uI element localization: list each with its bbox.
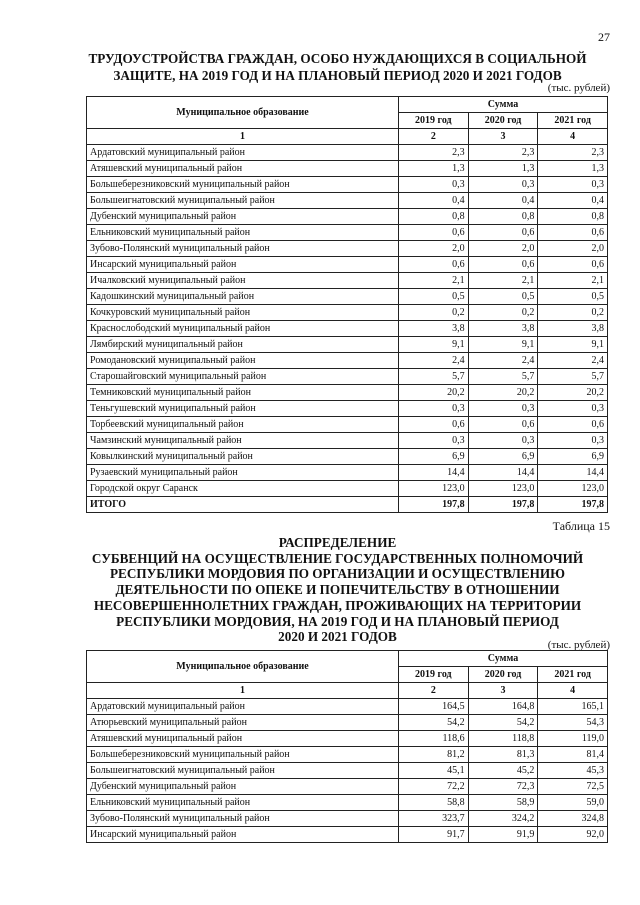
table-row [87, 337, 608, 353]
table-row [87, 699, 608, 715]
cell-amount: 59,0 [538, 795, 608, 811]
cell-amount: 0,6 [538, 225, 608, 241]
cell-amount: 0,3 [399, 177, 469, 193]
table-row [87, 161, 608, 177]
cell-amount: 54,2 [399, 715, 469, 731]
cell-amount: 323,7 [399, 811, 469, 827]
table-row [87, 209, 608, 225]
cell-amount: 0,3 [538, 177, 608, 193]
table-row [87, 177, 608, 193]
cell-amount: 2,0 [538, 241, 608, 257]
cell-amount: 3,8 [399, 321, 469, 337]
cell-amount: 9,1 [399, 337, 469, 353]
header-year: 2021 год [538, 667, 608, 683]
header-year: 2020 год [468, 667, 538, 683]
table-row [87, 193, 608, 209]
cell-amount: 0,8 [399, 209, 469, 225]
cell-amount: 0,6 [399, 417, 469, 433]
cell-amount: 197,8 [468, 497, 538, 513]
cell-amount: 54,3 [538, 715, 608, 731]
header-name-col: Муниципальное образование [87, 651, 399, 683]
section2-title-line: СУБВЕНЦИЙ НА ОСУЩЕСТВЛЕНИЕ ГОСУДАРСТВЕННЫХ ПОЛНОМОЧИЙ [91, 550, 584, 566]
header-year: 2020 год [468, 113, 538, 129]
cell-municipality: Большеигнатовский муниципальный район [87, 763, 399, 779]
cell-municipality: Чамзинский муниципальный район [87, 433, 399, 449]
header-sum: Сумма [399, 97, 608, 113]
section1-units: (тыс. рублей) [547, 82, 610, 94]
cell-amount: 0,6 [468, 417, 538, 433]
cell-amount: 0,5 [468, 289, 538, 305]
cell-amount: 5,7 [468, 369, 538, 385]
cell-municipality: Ардатовский муниципальный район [87, 699, 399, 715]
cell-amount: 0,6 [399, 225, 469, 241]
cell-amount: 0,4 [399, 193, 469, 209]
table-row [87, 369, 608, 385]
cell-amount: 91,9 [468, 827, 538, 843]
cell-amount: 197,8 [538, 497, 608, 513]
header-col-number: 3 [468, 129, 538, 145]
cell-amount: 0,4 [538, 193, 608, 209]
cell-amount: 0,6 [468, 225, 538, 241]
cell-amount: 164,5 [399, 699, 469, 715]
table-row [87, 289, 608, 305]
table-row [87, 731, 608, 747]
cell-municipality: Дубенский муниципальный район [87, 209, 399, 225]
cell-municipality: Большеберезниковский муниципальный район [87, 177, 399, 193]
cell-amount: 118,6 [399, 731, 469, 747]
cell-amount: 20,2 [538, 385, 608, 401]
section2-title-line: РЕСПУБЛИКИ МОРДОВИЯ ПО ОРГАНИЗАЦИИ И ОСУЩЕСТВЛЕНИЮ [109, 566, 565, 582]
section1-title-line: ЗАЩИТЕ, НА 2019 ГОД И НА ПЛАНОВЫЙ ПЕРИОД 2020 И 2021 ГОДОВ [113, 68, 562, 83]
cell-amount: 324,8 [538, 811, 608, 827]
cell-amount: 45,3 [538, 763, 608, 779]
cell-municipality: Атяшевский муниципальный район [87, 731, 399, 747]
cell-amount: 2,1 [468, 273, 538, 289]
cell-amount: 2,0 [399, 241, 469, 257]
cell-amount: 6,9 [399, 449, 469, 465]
cell-amount: 2,3 [399, 145, 469, 161]
cell-municipality: Ельниковский муниципальный район [87, 225, 399, 241]
section1-title [60, 50, 615, 84]
cell-amount: 0,6 [399, 257, 469, 273]
header-name-col: Муниципальное образование [87, 97, 399, 129]
table-row [87, 241, 608, 257]
cell-amount: 58,9 [468, 795, 538, 811]
cell-amount: 14,4 [468, 465, 538, 481]
header-col-number: 4 [538, 683, 608, 699]
cell-municipality: Инсарский муниципальный район [87, 257, 399, 273]
table-row [87, 811, 608, 827]
header-year: 2019 год [399, 113, 469, 129]
cell-amount: 20,2 [399, 385, 469, 401]
cell-amount: 0,6 [538, 417, 608, 433]
section2-table [86, 650, 608, 843]
cell-amount: 14,4 [399, 465, 469, 481]
table-row [87, 449, 608, 465]
table-row [87, 747, 608, 763]
cell-amount: 9,1 [538, 337, 608, 353]
cell-municipality: Зубово-Полянский муниципальный район [87, 811, 399, 827]
cell-amount: 45,2 [468, 763, 538, 779]
section2-title [60, 535, 615, 645]
section1-table [86, 96, 608, 513]
section1-table-body [87, 145, 608, 513]
cell-amount: 0,5 [399, 289, 469, 305]
cell-amount: 81,2 [399, 747, 469, 763]
cell-amount: 0,3 [538, 433, 608, 449]
header-col-number: 4 [538, 129, 608, 145]
section2-title-line: НЕСОВЕРШЕННОЛЕТНИХ ГРАЖДАН, ПРОЖИВАЮЩИХ НА ТЕРРИТОРИИ [93, 597, 582, 613]
cell-municipality: Инсарский муниципальный район [87, 827, 399, 843]
header-year: 2021 год [538, 113, 608, 129]
section2-title-line: 2020 И 2021 ГОДОВ [278, 629, 397, 645]
cell-municipality: Теньгушевский муниципальный район [87, 401, 399, 417]
section2-units: (тыс. рублей) [547, 639, 610, 651]
cell-amount: 0,5 [538, 289, 608, 305]
cell-amount: 0,2 [399, 305, 469, 321]
cell-amount: 1,3 [538, 161, 608, 177]
page-number: 27 [598, 30, 610, 44]
cell-amount: 0,4 [468, 193, 538, 209]
cell-amount: 119,0 [538, 731, 608, 747]
cell-amount: 197,8 [399, 497, 469, 513]
cell-amount: 123,0 [399, 481, 469, 497]
table-row [87, 305, 608, 321]
cell-amount: 72,2 [399, 779, 469, 795]
cell-amount: 14,4 [538, 465, 608, 481]
cell-municipality: Рузаевский муниципальный район [87, 465, 399, 481]
cell-amount: 5,7 [399, 369, 469, 385]
section2-title-line: РАСПРЕДЕЛЕНИЕ [278, 535, 397, 550]
cell-amount: 54,2 [468, 715, 538, 731]
table-row [87, 385, 608, 401]
cell-amount: 72,5 [538, 779, 608, 795]
table-row [87, 827, 608, 843]
cell-amount: 0,2 [468, 305, 538, 321]
header-col-number: 2 [399, 129, 469, 145]
table-row [87, 779, 608, 795]
table-row [87, 273, 608, 289]
table-row [87, 465, 608, 481]
cell-amount: 0,8 [468, 209, 538, 225]
cell-amount: 92,0 [538, 827, 608, 843]
cell-municipality: Кадошкинский муниципальный район [87, 289, 399, 305]
cell-municipality: Зубово-Полянский муниципальный район [87, 241, 399, 257]
cell-municipality: Ромодановский муниципальный район [87, 353, 399, 369]
section2-title-line: ДЕЯТЕЛЬНОСТИ ПО ОПЕКЕ И ПОПЕЧИТЕЛЬСТВУ В ОТНОШЕНИИ [115, 582, 560, 598]
cell-municipality: ИТОГО [87, 497, 399, 513]
cell-amount: 123,0 [468, 481, 538, 497]
header-sum: Сумма [399, 651, 608, 667]
cell-municipality: Темниковский муниципальный район [87, 385, 399, 401]
table-row [87, 353, 608, 369]
table-row [87, 257, 608, 273]
cell-amount: 2,4 [399, 353, 469, 369]
cell-amount: 45,1 [399, 763, 469, 779]
cell-amount: 324,2 [468, 811, 538, 827]
cell-amount: 2,3 [468, 145, 538, 161]
cell-amount: 20,2 [468, 385, 538, 401]
cell-amount: 2,3 [538, 145, 608, 161]
cell-amount: 6,9 [468, 449, 538, 465]
cell-municipality: Ельниковский муниципальный район [87, 795, 399, 811]
header-year: 2019 год [399, 667, 469, 683]
cell-amount: 0,3 [538, 401, 608, 417]
table-row [87, 145, 608, 161]
header-col-number: 1 [87, 683, 399, 699]
cell-amount: 1,3 [468, 161, 538, 177]
cell-municipality: Торбеевский муниципальный район [87, 417, 399, 433]
table-row [87, 433, 608, 449]
cell-municipality: Городской округ Саранск [87, 481, 399, 497]
cell-amount: 9,1 [468, 337, 538, 353]
cell-amount: 164,8 [468, 699, 538, 715]
cell-amount: 2,4 [468, 353, 538, 369]
cell-amount: 1,3 [399, 161, 469, 177]
cell-municipality: Дубенский муниципальный район [87, 779, 399, 795]
table-row [87, 795, 608, 811]
cell-municipality: Краснослободский муниципальный район [87, 321, 399, 337]
table-row [87, 401, 608, 417]
cell-amount: 81,3 [468, 747, 538, 763]
cell-amount: 2,1 [399, 273, 469, 289]
cell-municipality: Атюрьевский муниципальный район [87, 715, 399, 731]
section1-title-line: ТРУДОУСТРОЙСТВА ГРАЖДАН, ОСОБО НУЖДАЮЩИХСЯ В СОЦИАЛЬНОЙ [88, 51, 587, 66]
header-col-number: 1 [87, 129, 399, 145]
cell-amount: 0,2 [538, 305, 608, 321]
cell-amount: 3,8 [538, 321, 608, 337]
table-row [87, 321, 608, 337]
table-row [87, 225, 608, 241]
cell-amount: 0,3 [468, 433, 538, 449]
cell-amount: 2,4 [538, 353, 608, 369]
cell-amount: 0,3 [399, 433, 469, 449]
cell-amount: 165,1 [538, 699, 608, 715]
cell-amount: 0,3 [399, 401, 469, 417]
table-row [87, 715, 608, 731]
header-col-number: 3 [468, 683, 538, 699]
header-col-number: 2 [399, 683, 469, 699]
cell-municipality: Старошайговский муниципальный район [87, 369, 399, 385]
cell-municipality: Ичалковский муниципальный район [87, 273, 399, 289]
table-row [87, 481, 608, 497]
cell-municipality: Большеберезниковский муниципальный район [87, 747, 399, 763]
cell-municipality: Ардатовский муниципальный район [87, 145, 399, 161]
cell-amount: 5,7 [538, 369, 608, 385]
cell-amount: 2,0 [468, 241, 538, 257]
table-row [87, 417, 608, 433]
table-label: Таблица 15 [552, 519, 610, 533]
cell-amount: 0,3 [468, 177, 538, 193]
cell-amount: 0,6 [468, 257, 538, 273]
cell-amount: 81,4 [538, 747, 608, 763]
cell-amount: 91,7 [399, 827, 469, 843]
cell-amount: 2,1 [538, 273, 608, 289]
cell-municipality: Лямбирский муниципальный район [87, 337, 399, 353]
cell-municipality: Кочкуровский муниципальный район [87, 305, 399, 321]
cell-amount: 6,9 [538, 449, 608, 465]
cell-amount: 58,8 [399, 795, 469, 811]
cell-amount: 3,8 [468, 321, 538, 337]
cell-amount: 0,8 [538, 209, 608, 225]
cell-amount: 0,6 [538, 257, 608, 273]
table-row [87, 763, 608, 779]
cell-amount: 118,8 [468, 731, 538, 747]
cell-municipality: Ковылкинский муниципальный район [87, 449, 399, 465]
section2-table-body [87, 699, 608, 843]
cell-amount: 123,0 [538, 481, 608, 497]
cell-municipality: Атяшевский муниципальный район [87, 161, 399, 177]
table-row-total [87, 497, 608, 513]
cell-municipality: Большеигнатовский муниципальный район [87, 193, 399, 209]
cell-amount: 0,3 [468, 401, 538, 417]
cell-amount: 72,3 [468, 779, 538, 795]
section2-title-line: РЕСПУБЛИКИ МОРДОВИЯ, НА 2019 ГОД И НА ПЛАНОВЫЙ ПЕРИОД [116, 613, 559, 629]
